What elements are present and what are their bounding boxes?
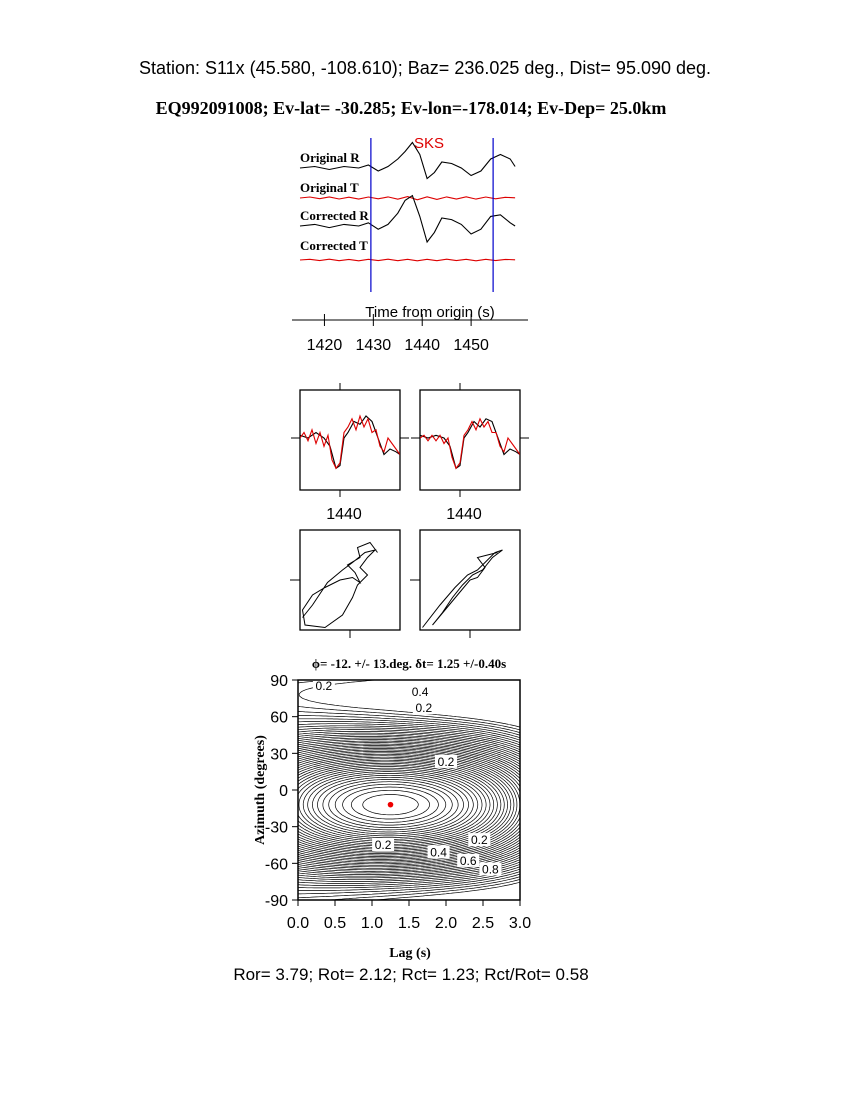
lag-tick-label: 2.5 bbox=[471, 915, 495, 932]
overlay-trace bbox=[420, 419, 520, 469]
azimuth-tick-label: 0 bbox=[279, 783, 288, 800]
azimuth-tick-label: -30 bbox=[264, 819, 288, 837]
overlay-traces bbox=[420, 419, 520, 469]
contour-label: 0.8 bbox=[482, 862, 499, 877]
splitting-ratios: Ror= 3.79; Rot= 2.12; Rct= 1.23; Rct/Rot= 0.58 bbox=[233, 965, 589, 984]
time-tick-label: 1450 bbox=[453, 337, 489, 354]
time-tick-label: 1420 bbox=[306, 337, 343, 354]
event-title: EQ992091008; Ev-lat= -30.285; Ev-lon=-178.014; Ev-Dep= 25.0km bbox=[155, 98, 667, 118]
contour-label: 0.6 bbox=[459, 853, 477, 868]
waveform-overlay-corrected bbox=[411, 383, 529, 523]
phase-label: SKS bbox=[414, 135, 445, 152]
station-title: Station: S11x (45.580, -108.610); Baz= 236.025 deg., Dist= 95.090 deg. bbox=[138, 58, 712, 78]
contour-label: 0.2 bbox=[437, 754, 455, 769]
lag-tick-label: 2.0 bbox=[434, 915, 458, 932]
particle-trajectory bbox=[303, 543, 378, 628]
seismogram-trace bbox=[300, 259, 515, 261]
contour-label: 0.2 bbox=[315, 679, 333, 694]
overlay-trace bbox=[300, 416, 400, 468]
particle-path bbox=[303, 543, 378, 628]
overlay-tick-label: 1440 bbox=[326, 506, 362, 523]
lag-tick-label: 3.0 bbox=[508, 915, 532, 932]
azimuth-tick-label: 90 bbox=[270, 673, 288, 690]
time-tick-label: 1440 bbox=[404, 337, 441, 354]
azimuth-tick-label: -60 bbox=[264, 856, 288, 874]
overlay-tick-label: 1440 bbox=[446, 506, 482, 523]
particle-motion-corrected bbox=[410, 530, 520, 638]
contour-label: 0.2 bbox=[374, 838, 392, 852]
azimuth-tick-label: 30 bbox=[270, 746, 288, 764]
overlay-traces bbox=[300, 416, 400, 468]
azimuth-axis-label: Azimuth (degrees) bbox=[253, 735, 268, 845]
trace-label-corrected-t: Corrected T bbox=[300, 238, 368, 253]
time-axis-label: Time from origin (s) bbox=[365, 304, 495, 321]
lag-tick-label: 0.0 bbox=[286, 915, 310, 932]
azimuth-axis-ticks bbox=[265, 673, 298, 910]
lag-axis-label: Lag (s) bbox=[389, 946, 431, 961]
trace-label-original-r: Original R bbox=[300, 150, 360, 165]
contour-title: ϕ= -12. +/- 13.deg. δt= 1.25 +/-0.40s bbox=[311, 656, 507, 671]
trace-label-corrected-r: Corrected R bbox=[300, 208, 369, 223]
lag-axis-ticks bbox=[287, 900, 531, 932]
seismogram-panel bbox=[292, 135, 528, 354]
particle-path bbox=[423, 550, 503, 628]
lag-tick-label: 1.5 bbox=[397, 915, 421, 932]
trace-label-original-t: Original T bbox=[300, 180, 359, 195]
contour-label: 0.2 bbox=[415, 701, 433, 716]
lag-tick-label: 0.5 bbox=[323, 915, 347, 932]
particle-trajectory bbox=[423, 550, 503, 628]
contour-label: 0.4 bbox=[411, 685, 429, 700]
contour-label: 0.2 bbox=[470, 833, 488, 848]
overlay-ticks bbox=[411, 383, 529, 523]
waveform-overlay-original bbox=[291, 383, 409, 523]
window-markers bbox=[371, 138, 493, 292]
contour-label: 0.4 bbox=[430, 845, 447, 860]
azimuth-tick-label: -90 bbox=[264, 893, 288, 910]
lag-tick-label: 1.0 bbox=[360, 915, 384, 932]
misfit-contour-plot bbox=[253, 656, 531, 961]
azimuth-tick-label: 60 bbox=[270, 709, 288, 727]
time-tick-label: 1430 bbox=[355, 337, 392, 354]
particle-frame bbox=[300, 530, 400, 630]
overlay-ticks bbox=[291, 383, 409, 523]
particle-motion-original bbox=[290, 530, 400, 638]
best-fit-point bbox=[388, 802, 394, 808]
